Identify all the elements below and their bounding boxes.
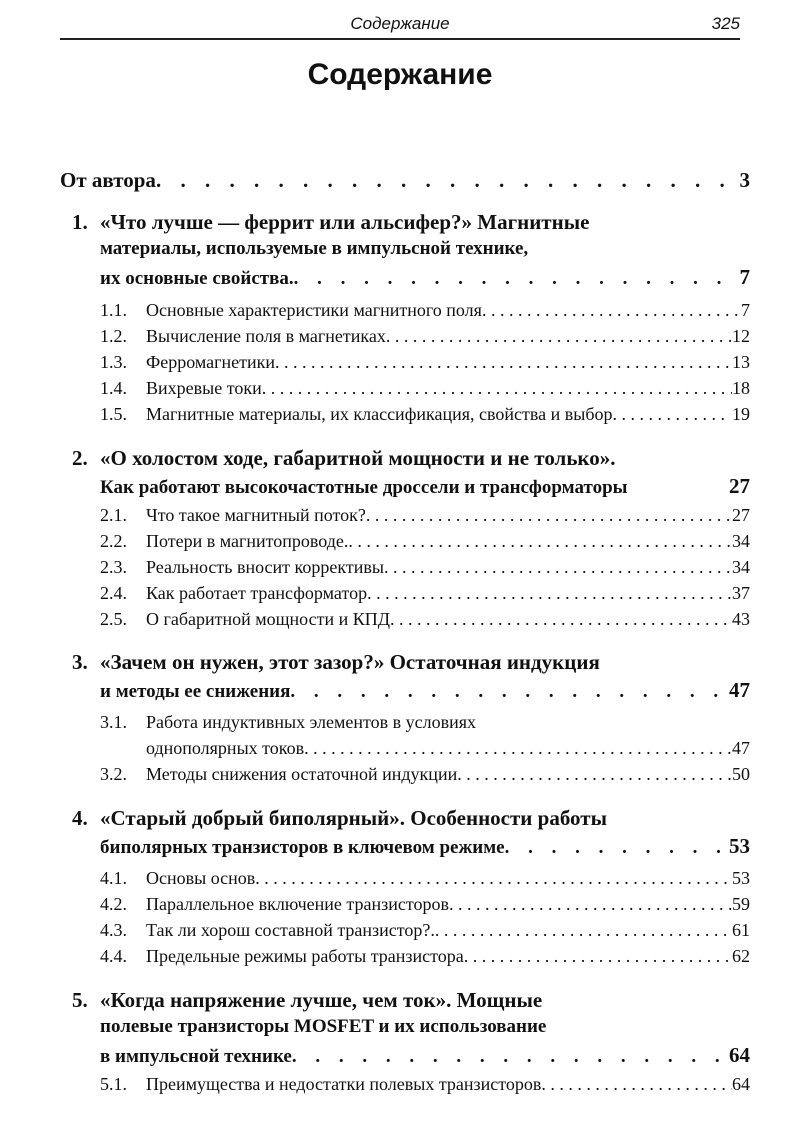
chapter-title-line: их основные свойства.: [100, 268, 294, 289]
chapter-number: 4.: [72, 806, 88, 830]
chapter-title-last-line: [100, 474, 750, 499]
leader-dots: [294, 268, 740, 290]
section-number: 1.1.: [100, 300, 127, 320]
section-title: Параллельное включение транзисторов: [146, 894, 449, 914]
section-number: 2.2.: [100, 531, 127, 551]
section-number: 4.2.: [100, 894, 127, 914]
running-header-title: Содержание: [350, 14, 450, 33]
leader-dots: [290, 681, 729, 703]
page-title: Содержание: [307, 58, 493, 91]
chapter-title-last-line: [100, 265, 750, 290]
chapter-number: 3.: [72, 650, 88, 674]
toc-entry-label: От автора: [60, 168, 156, 192]
chapter-title-last-line: [100, 834, 750, 859]
section-page: 18: [732, 378, 750, 398]
toc-entry-preface[interactable]: [60, 168, 750, 193]
section-title: Так ли хорош составной транзистор?.: [146, 920, 435, 940]
section-number: 1.3.: [100, 352, 127, 372]
section-number: 1.2.: [100, 326, 127, 346]
section-title[interactable]: Работа индуктивных элементов в условиях: [146, 712, 477, 732]
toc-entry-page: 3: [739, 168, 750, 192]
section-title: Магнитные материалы, их классификация, свойства и выбор: [146, 404, 613, 424]
toc-section[interactable]: [100, 326, 750, 347]
section-page: 53: [732, 868, 750, 888]
section-title: Основные характеристики магнитного поля: [146, 300, 482, 320]
chapter-title-line: «Старый добрый биполярный». Особенности работы: [100, 806, 607, 830]
section-number: 1.4.: [100, 378, 127, 398]
section-number: 3.1.: [100, 712, 127, 732]
section-page: 62: [732, 946, 750, 966]
section-title: О габаритной мощности и КПД: [146, 609, 391, 629]
toc-section[interactable]: [100, 764, 750, 785]
leader-dots: [390, 609, 732, 630]
section-number: 2.1.: [100, 505, 127, 525]
section-page: 64: [732, 1074, 750, 1094]
toc-section[interactable]: [100, 300, 750, 321]
toc-section[interactable]: [100, 583, 750, 604]
section-page: 13: [732, 352, 750, 372]
leader-dots: [275, 352, 732, 373]
section-title: Реальность вносит коррективы: [146, 557, 384, 577]
leader-dots: [366, 505, 732, 526]
toc-section[interactable]: [100, 531, 750, 552]
section-page: 61: [732, 920, 750, 940]
toc-section[interactable]: [100, 920, 750, 941]
leader-dots: [464, 946, 732, 967]
section-title: Преимущества и недостатки полевых транзисторов: [146, 1074, 542, 1094]
chapter-title-last-line: [100, 678, 750, 703]
toc-section-continuation[interactable]: [146, 738, 750, 759]
section-page: 43: [732, 609, 750, 629]
leader-dots: [435, 920, 732, 941]
section-title-cont: однополярных токов: [146, 738, 305, 758]
leader-dots: [156, 168, 740, 193]
chapter-title-line: биполярных транзисторов в ключевом режиме: [100, 837, 505, 858]
section-title: Предельные режимы работы транзистора: [146, 946, 464, 966]
leader-dots: [367, 583, 732, 604]
leader-dots: [541, 1074, 732, 1095]
chapter-number: 1.: [72, 210, 88, 234]
chapter-title-line: в импульсной технике: [100, 1046, 292, 1067]
toc-section[interactable]: [100, 609, 750, 630]
section-number: 2.4.: [100, 583, 127, 603]
toc-section[interactable]: [100, 894, 750, 915]
section-page: 50: [732, 764, 750, 784]
section-title: Потери в магнитопроводе.: [146, 531, 349, 551]
leader-dots: [386, 326, 732, 347]
leader-dots: [612, 404, 726, 425]
chapter-number: 5.: [72, 988, 88, 1012]
toc-section[interactable]: [100, 868, 750, 889]
chapter-page: 47: [729, 678, 750, 702]
section-page: 47: [732, 738, 750, 758]
running-header: [60, 8, 740, 38]
leader-dots: [348, 531, 732, 552]
chapter-title-line: Как работают высокочастотные дроссели и трансформаторы: [100, 477, 628, 498]
chapter-title-line: полевые транзисторы MOSFET и их использование: [100, 1016, 547, 1037]
section-number: 4.4.: [100, 946, 127, 966]
section-page: 59: [732, 894, 750, 914]
page-number: 325: [711, 14, 740, 33]
section-page: 37: [732, 583, 750, 603]
section-number: 4.1.: [100, 868, 127, 888]
chapter-title-line: «Когда напряжение лучше, чем ток». Мощные: [100, 988, 543, 1012]
leader-dots: [384, 557, 732, 578]
section-title: Вихревые токи: [146, 378, 262, 398]
section-page: 34: [732, 531, 750, 551]
toc-section[interactable]: [100, 557, 750, 578]
leader-dots: [255, 868, 732, 889]
section-page: 27: [732, 505, 750, 525]
chapter-page: 27: [729, 474, 750, 498]
chapter-number: 2.: [72, 446, 88, 470]
section-page: 34: [732, 557, 750, 577]
toc-section[interactable]: [100, 352, 750, 373]
section-number: 2.3.: [100, 557, 127, 577]
toc-section[interactable]: [100, 404, 750, 425]
section-title: Что такое магнитный поток?: [146, 505, 366, 525]
chapter-page: 64: [729, 1043, 750, 1067]
section-title: Как работает трансформатор: [146, 583, 368, 603]
section-title: Ферромагнетики: [146, 352, 276, 372]
leader-dots: [457, 764, 732, 785]
leader-dots: [505, 837, 729, 859]
leader-dots: [304, 738, 732, 759]
toc-section[interactable]: [100, 1074, 750, 1095]
section-title: Методы снижения остаточной индукции: [146, 764, 458, 784]
chapter-title-line: «Что лучше — феррит или альсифер?» Магнитные: [100, 210, 590, 234]
leader-dots: [449, 894, 732, 915]
chapter-title-line: и методы ее снижения: [100, 681, 291, 702]
chapter-page: 53: [729, 834, 750, 858]
chapter-title-last-line: [100, 1043, 750, 1068]
section-number: 4.3.: [100, 920, 127, 940]
chapter-title-line: материалы, используемые в импульсной технике,: [100, 238, 529, 259]
section-number: 3.2.: [100, 764, 127, 784]
chapter-title-line: «О холостом ходе, габаритной мощности и не только».: [100, 446, 616, 470]
section-page: 7: [741, 300, 750, 320]
toc-section[interactable]: [100, 378, 750, 399]
header-rule: [60, 38, 740, 40]
section-number: 2.5.: [100, 609, 127, 629]
chapter-page: 7: [739, 265, 750, 289]
section-number: 1.5.: [100, 404, 127, 424]
leader-dots: [482, 300, 741, 321]
section-title: Вычисление поля в магнетиках: [146, 326, 386, 346]
section-page: 19: [732, 404, 750, 424]
leader-dots: [262, 378, 732, 399]
chapter-title-line: «Зачем он нужен, этот зазор?» Остаточная индукция: [100, 650, 600, 674]
section-title: Основы основ: [146, 868, 256, 888]
toc-section[interactable]: [100, 946, 750, 967]
leader-dots: [292, 1046, 729, 1068]
toc-section[interactable]: [100, 505, 750, 526]
section-number: 5.1.: [100, 1074, 127, 1094]
section-page: 12: [732, 326, 750, 346]
